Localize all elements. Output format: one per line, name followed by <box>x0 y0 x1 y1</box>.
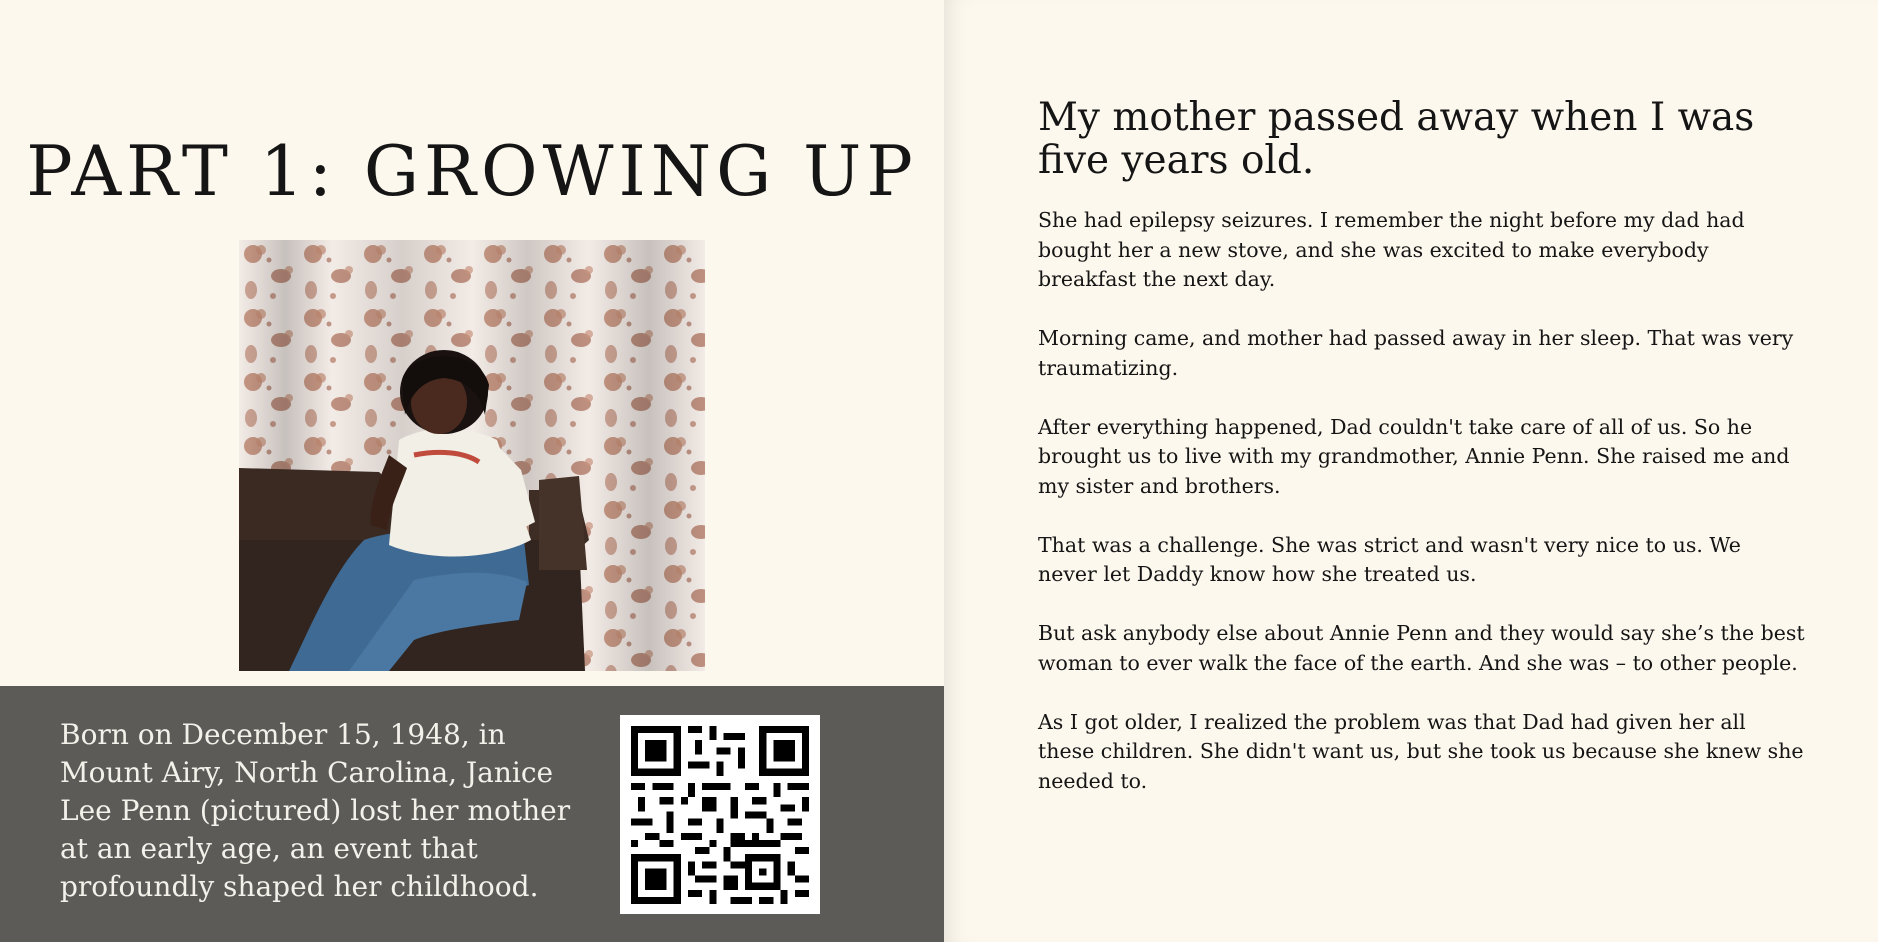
story-paragraph: That was a challenge. She was strict and wasn't very nice to us. We never let Daddy know how she treated us. <box>1038 532 1741 586</box>
story-paragraph: Morning came, and mother had passed away in her sleep. That was very traumatizing. <box>1038 326 1794 380</box>
story-paragraph: After everything happened, Dad couldn't take care of all of us. So he brought us to live with my grandmother, Annie Penn. She raised me and my sister and brothers. <box>1038 414 1790 498</box>
right-page <box>944 0 1878 942</box>
caption-band <box>0 686 944 942</box>
story-paragraph: As I got older, I realized the problem was that Dad had given her all these children. She didn't want us, but she took us because she knew she needed to. <box>1038 709 1804 793</box>
story-heading: My mother passed away when I was five years old. <box>1038 95 1755 183</box>
story-body <box>1038 206 1806 826</box>
qr-code-graphic <box>631 726 809 904</box>
story-paragraph: But ask anybody else about Annie Penn and they would say she’s the best woman to ever walk the face of the earth. And she was – to other people. <box>1038 621 1805 675</box>
story-paragraph: She had epilepsy seizures. I remember the night before my dad had bought her a new stove, and she was excited to make everybody breakfast the next day. <box>1038 208 1745 291</box>
portrait-photo <box>239 240 705 671</box>
photo-caption: Born on December 15, 1948, in Mount Airy, North Carolina, Janice Lee Penn (pictured) lost her mother at an early age, an event that profoundly shaped her childhood. <box>60 718 571 903</box>
part-title: PART 1: GROWING UP <box>26 132 918 212</box>
qr-code-icon[interactable] <box>620 715 820 914</box>
